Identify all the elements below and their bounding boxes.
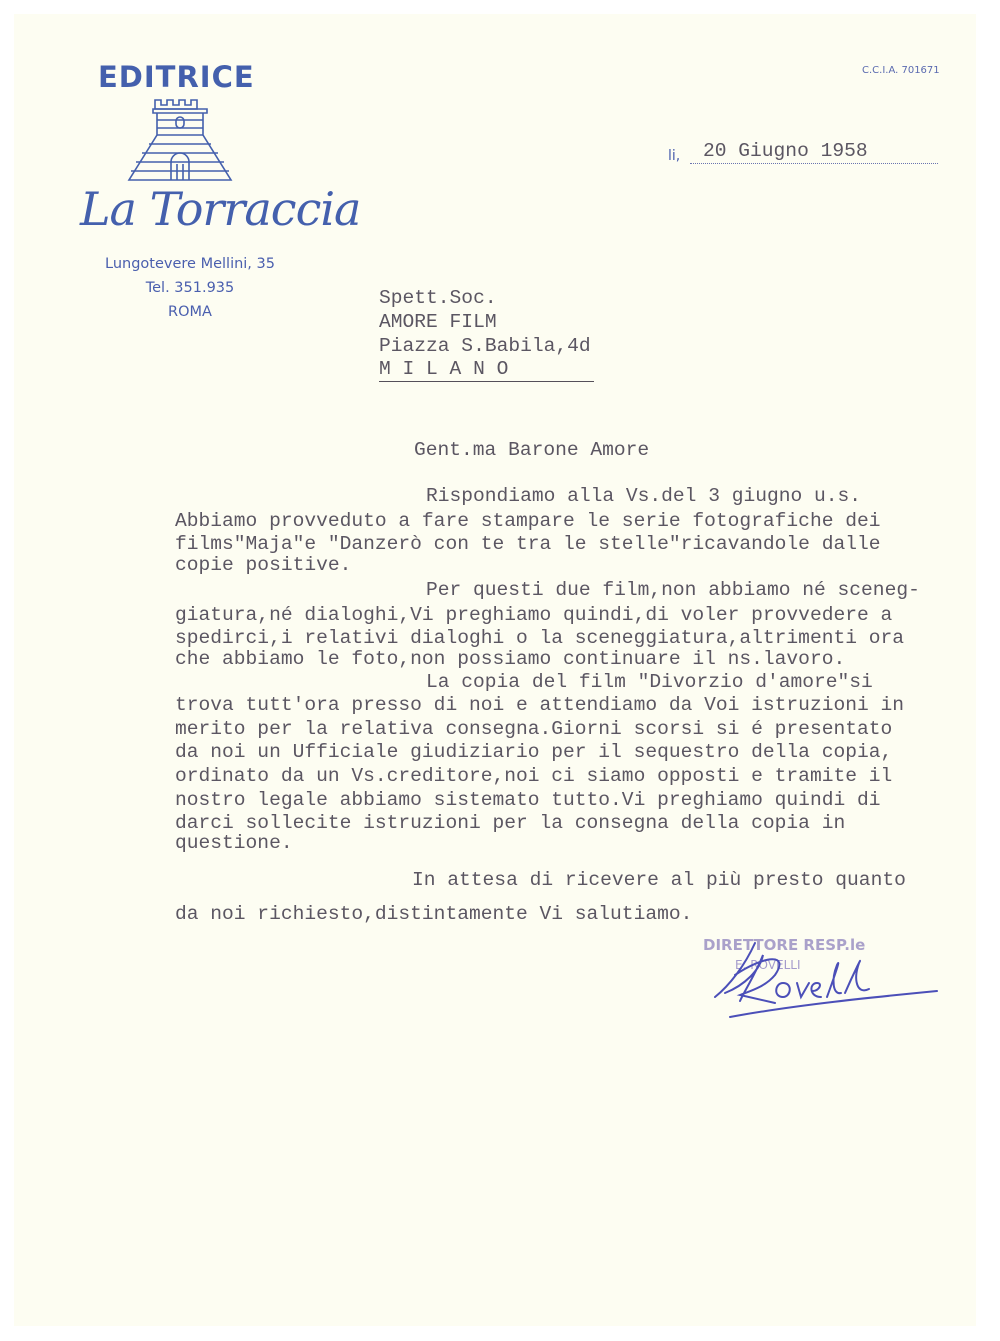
closing-line: da noi richiesto,distintamente Vi salutiamo.: [175, 903, 693, 925]
recipient-line: Piazza S.Babila,4d: [379, 335, 591, 357]
body-line: questione.: [175, 832, 293, 854]
body-line: copie positive.: [175, 554, 352, 576]
stamp-name: E. ROVELLI: [735, 958, 801, 972]
body-line: ordinato da un Vs.creditore,noi ci siamo opposti e tramite il: [175, 765, 893, 787]
date-line: [690, 163, 938, 164]
body-line: da noi un Ufficiale giudiziario per il sequestro della copia,: [175, 741, 893, 763]
brand-name: La Torraccia: [80, 182, 361, 236]
ccia-number: C.C.I.A. 701671: [862, 65, 940, 76]
salutation: Gent.ma Barone Amore: [414, 439, 650, 461]
body-line: Rispondiamo alla Vs.del 3 giugno u.s.: [426, 485, 862, 507]
body-line: La copia del film "Divorzio d'amore"si: [426, 671, 873, 693]
handwritten-signature: [705, 935, 945, 1025]
body-line: films"Maja"e "Danzerò con te tra le stelle"ricavandole dalle: [175, 533, 881, 555]
body-line: trova tutt'ora presso di noi e attendiamo da Voi istruzioni in: [175, 694, 905, 716]
body-line: giatura,né dialoghi,Vi preghiamo quindi,di voler provvedere a: [175, 604, 893, 626]
body-line: spedirci,i relativi dialoghi o la sceneggiatura,altrimenti ora: [175, 627, 905, 649]
body-line: Abbiamo provveduto a fare stampare le serie fotografiche dei: [175, 510, 881, 532]
body-line: nostro legale abbiamo sistemato tutto.Vi preghiamo quindi di: [175, 789, 881, 811]
body-line: merito per la relativa consegna.Giorni scorsi si é presentato: [175, 718, 893, 740]
recipient-city: M I L A N O: [379, 357, 594, 382]
date-prefix: li,: [668, 148, 681, 164]
publisher-city: ROMA: [168, 304, 212, 320]
publisher-label: EDITRICE: [98, 60, 255, 94]
body-line: che abbiamo le foto,non possiamo continuare il ns.lavoro.: [175, 648, 846, 670]
stamp-title: DIRETTORE RESP.le: [703, 936, 866, 954]
recipient-line: AMORE FILM: [379, 311, 497, 333]
tower-logo-icon: [127, 98, 233, 182]
publisher-phone: Tel. 351.935: [145, 280, 235, 296]
body-line: In attesa di ricevere al più presto quanto: [412, 869, 906, 891]
letter-date: 20 Giugno 1958: [703, 140, 868, 162]
body-line: Per questi due film,non abbiamo né sceneg-: [426, 579, 920, 601]
body-line: darci sollecite istruzioni per la consegna della copia in: [175, 812, 846, 834]
recipient-line: Spett.Soc.: [379, 287, 497, 309]
publisher-address: Lungotevere Mellini, 35: [105, 256, 275, 272]
